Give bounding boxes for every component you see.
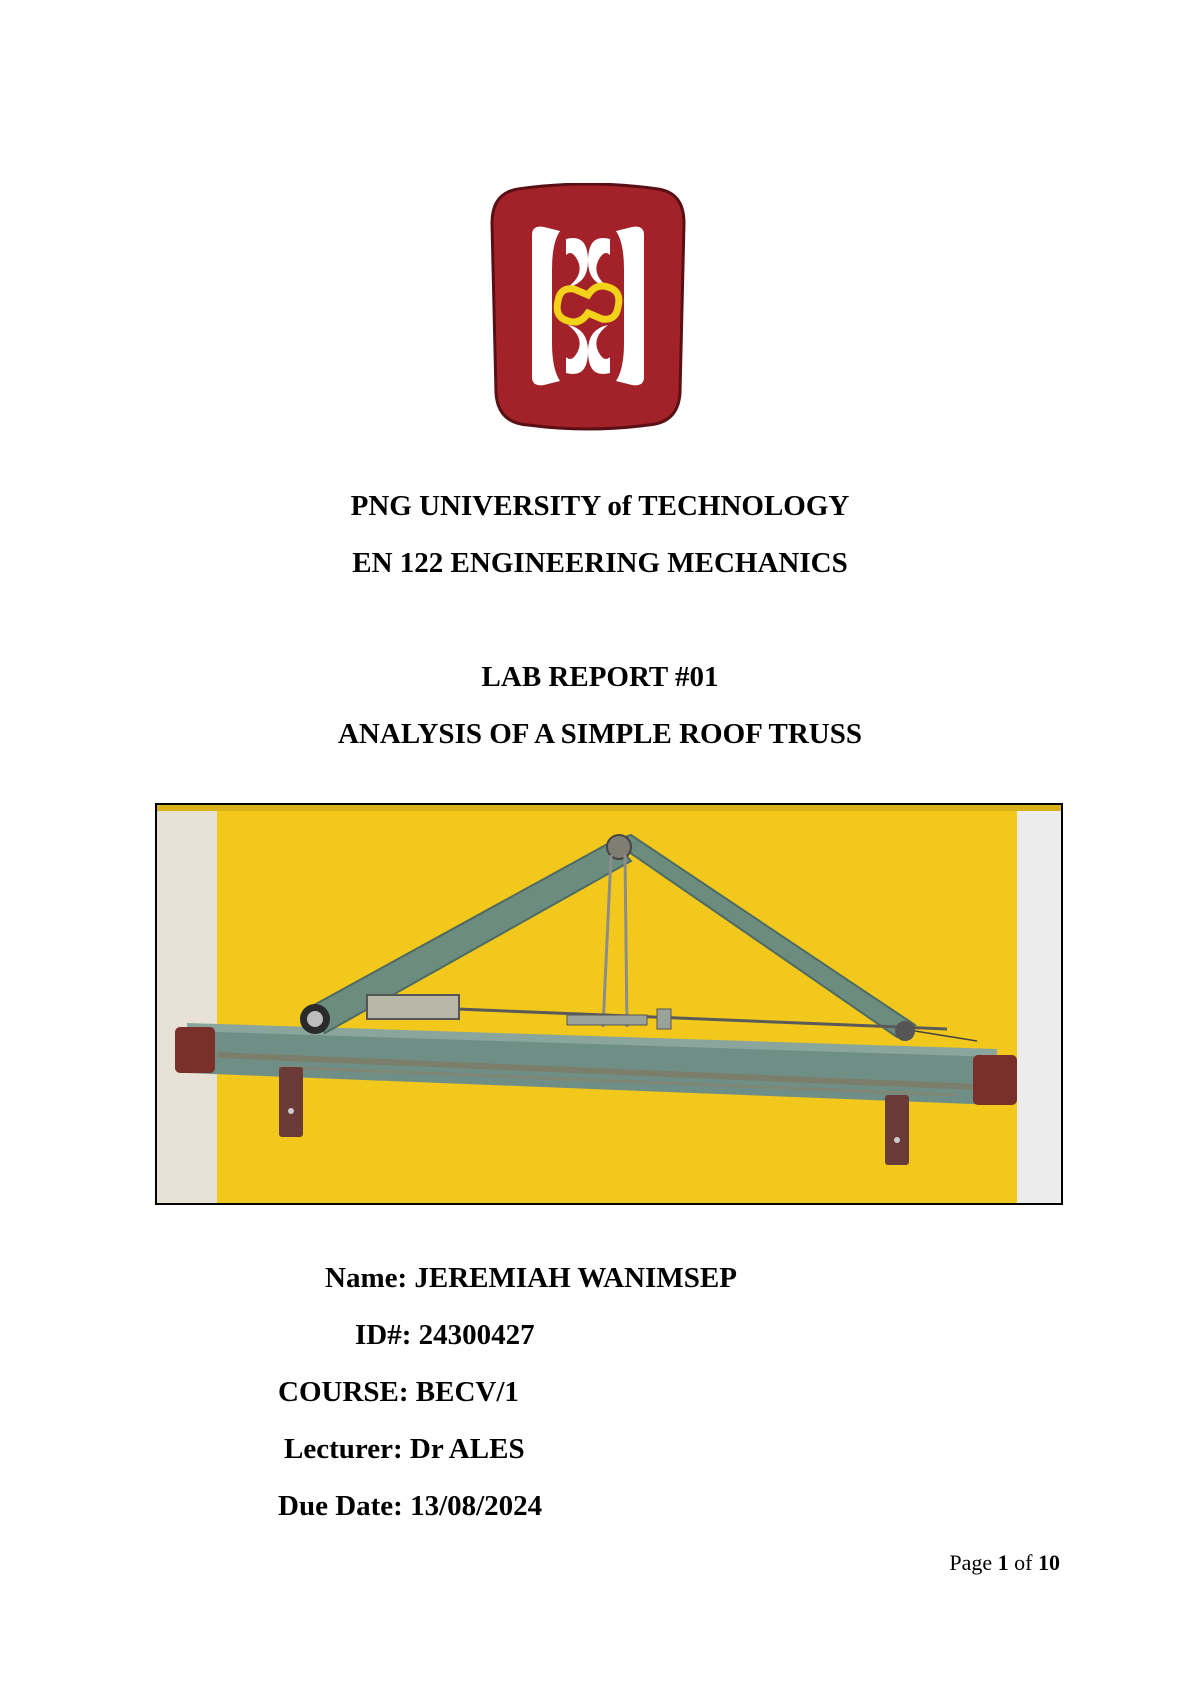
of-label: of <box>1014 1550 1033 1575</box>
university-logo <box>488 183 688 431</box>
student-course: COURSE: BECV/1 <box>278 1376 519 1408</box>
course-title: EN 122 ENGINEERING MECHANICS <box>352 547 848 579</box>
report-number: LAB REPORT #01 <box>481 661 719 693</box>
student-id: ID#: 24300427 <box>355 1319 535 1351</box>
report-title: ANALYSIS OF A SIMPLE ROOF TRUSS <box>337 718 863 750</box>
university-logo-icon <box>488 183 688 431</box>
page-label: Page <box>949 1550 993 1575</box>
total-pages: 10 <box>1038 1550 1060 1575</box>
roof-truss-apparatus-image <box>157 805 1061 1203</box>
page-number <box>949 1550 1060 1576</box>
institution-name: PNG UNIVERSITY of TECHNOLOGY <box>350 490 850 522</box>
roof-truss-photo <box>155 803 1063 1205</box>
current-page: 1 <box>997 1550 1009 1575</box>
due-date: Due Date: 13/08/2024 <box>278 1490 543 1522</box>
lecturer-name: Lecturer: Dr ALES <box>284 1433 525 1465</box>
student-name: Name: JEREMIAH WANIMSEP <box>325 1262 737 1294</box>
